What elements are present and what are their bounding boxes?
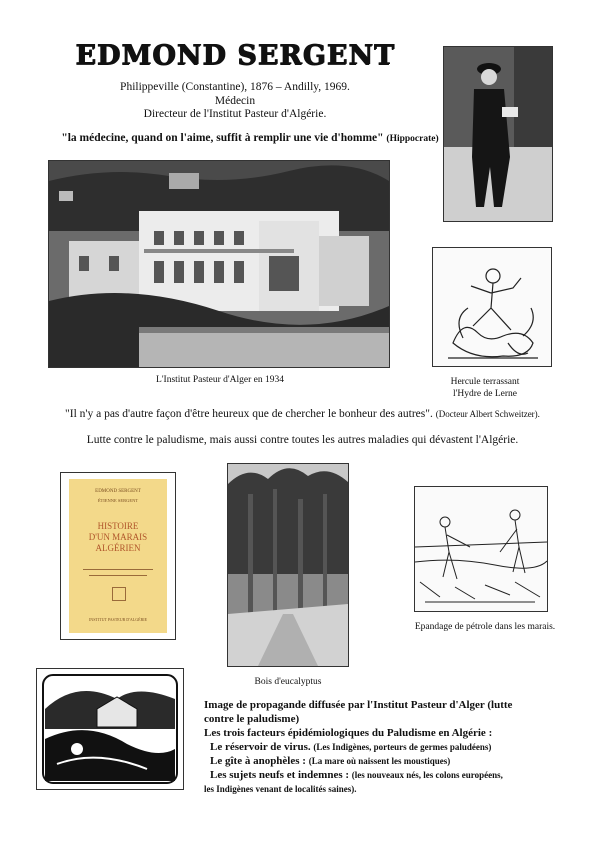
quote-source: (Hippocrate) bbox=[386, 134, 439, 144]
hercule-drawing bbox=[433, 248, 551, 366]
bottom-text-block bbox=[204, 698, 584, 796]
portrait-photo bbox=[444, 47, 552, 221]
bottom-line1: Image de propagande diffusée par l'Institut Pasteur d'Alger (lutte bbox=[204, 699, 513, 711]
book-publisher: INSTITUT PASTEUR D'ALGÉRIE bbox=[88, 617, 148, 622]
bottom-line2: contre le paludisme) bbox=[204, 713, 300, 725]
propaganda-frame bbox=[36, 668, 184, 790]
book-title-line2: D'UN MARAIS bbox=[88, 532, 148, 542]
book-emblem-icon bbox=[112, 587, 126, 601]
eucalyptus-photo bbox=[228, 464, 348, 666]
book-title-line3: ALGÉRIEN bbox=[95, 543, 141, 553]
hercule-frame bbox=[432, 247, 552, 367]
hercule-caption-line2: l'Hydre de Lerne bbox=[453, 389, 517, 399]
bottom-line3: Les trois facteurs épidémiologiques du Paludisme en Algérie : bbox=[204, 727, 493, 739]
book-frame bbox=[60, 472, 176, 640]
factor-3 bbox=[204, 768, 584, 782]
factor-3-note: (les nouveaux nés, les colons européens, bbox=[351, 770, 503, 780]
propaganda-image bbox=[37, 669, 183, 789]
schweitzer-quote-source: (Docteur Albert Schweitzer). bbox=[435, 409, 540, 419]
schweitzer-quote-text: "Il n'y a pas d'autre façon d'être heureux que de chercher le bonheur des autres". bbox=[65, 408, 433, 420]
profession-line: Médecin bbox=[214, 95, 256, 107]
book-author2: ÉTIENNE SERGENT bbox=[97, 498, 139, 503]
hippocrate-quote bbox=[40, 132, 460, 144]
book-cover bbox=[69, 479, 167, 633]
portrait-frame bbox=[443, 46, 553, 222]
factor-1-main: Le réservoir de virus. bbox=[210, 741, 311, 753]
schweitzer-quote bbox=[30, 408, 575, 420]
book-rule-2 bbox=[89, 575, 147, 576]
factor-1-note: (Les Indigènes, porteurs de germes paludéens) bbox=[313, 742, 492, 752]
book-rule-1 bbox=[83, 569, 153, 570]
factor-3-note-cont bbox=[204, 782, 584, 796]
hercule-caption-line1: Hercule terrassant bbox=[450, 377, 520, 387]
factor-1 bbox=[204, 740, 584, 754]
institut-frame bbox=[48, 160, 390, 368]
book-title-line1: HISTOIRE bbox=[97, 521, 139, 531]
role-line: Directeur de l'Institut Pasteur d'Algérie. bbox=[143, 108, 327, 120]
institut-photo bbox=[49, 161, 389, 367]
epandage-frame bbox=[414, 486, 548, 612]
hercule-caption bbox=[420, 376, 550, 400]
book-author1: EDMOND SERGENT bbox=[95, 489, 141, 494]
book-title bbox=[69, 521, 167, 554]
factor-2-main: Le gîte à anophèles : bbox=[210, 755, 306, 767]
eucalyptus-caption: Bois d'eucalyptus bbox=[254, 677, 322, 687]
page-title: EDMOND SERGENT bbox=[75, 40, 395, 71]
factor-3-main: Les sujets neufs et indemnes : bbox=[210, 769, 350, 781]
factor-2-note: (La mare où naissent les moustiques) bbox=[308, 756, 451, 766]
birth-line: Philippeville (Constantine), 1876 – Andilly, 1969. bbox=[120, 81, 350, 93]
institut-caption: L'Institut Pasteur d'Alger en 1934 bbox=[156, 375, 284, 385]
factor-2 bbox=[204, 754, 584, 768]
epandage-drawing bbox=[415, 487, 547, 611]
factor-3-note2: les Indigènes venant de localités saines). bbox=[204, 784, 357, 794]
statement-line: Lutte contre le paludisme, mais aussi contre toutes les autres maladies qui dévastent l'Algérie. bbox=[86, 434, 519, 446]
epandage-caption: Epandage de pétrole dans les marais. bbox=[414, 622, 556, 632]
quote-text: "la médecine, quand on l'aime, suffit à remplir une vie d'homme" bbox=[61, 132, 384, 144]
eucalyptus-frame bbox=[227, 463, 349, 667]
